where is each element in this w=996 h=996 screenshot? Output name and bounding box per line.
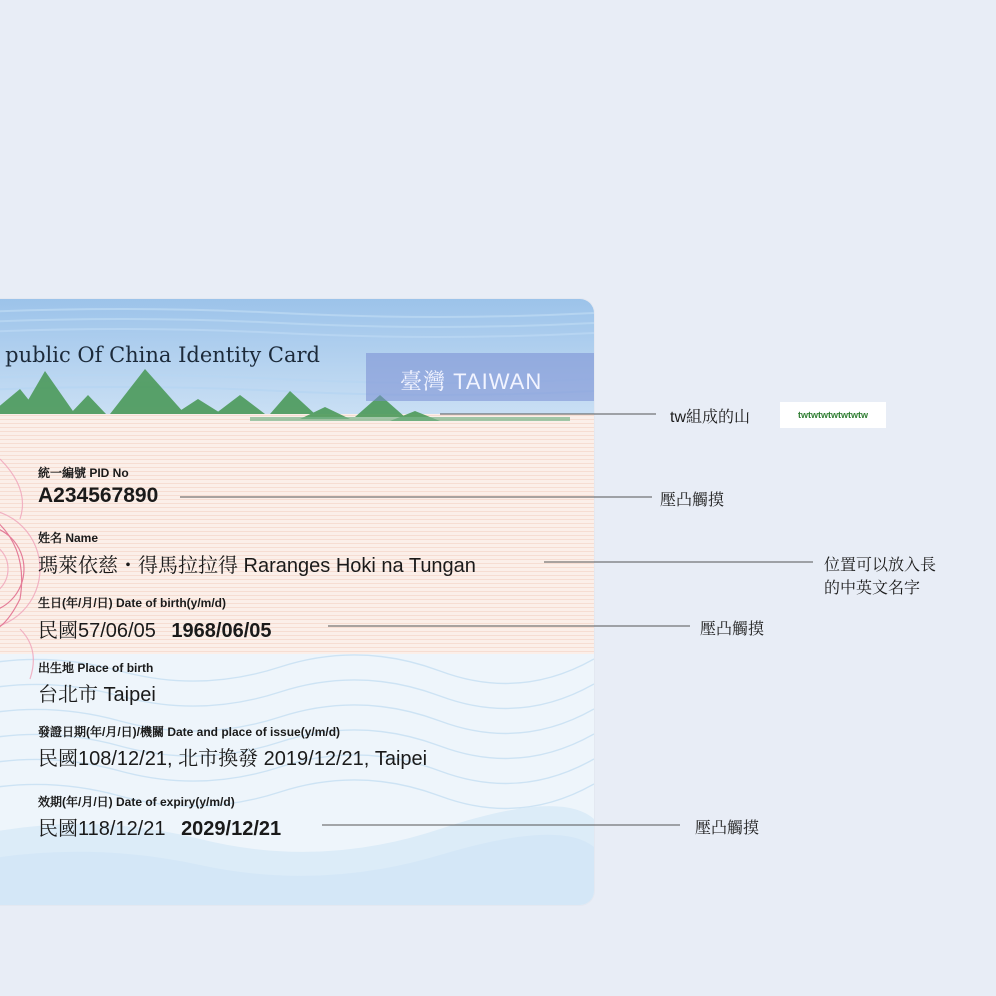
issue-value: 民國108/12/21, 北市換發 2019/12/21, Taipei [38, 748, 428, 770]
card-title: public Of China Identity Card [5, 343, 320, 367]
expiry-ad: 2029/12/21 [181, 818, 282, 840]
expiry-label: 效期(年/月/日) Date of expiry(y/m/d) [38, 795, 235, 809]
tw-sample-chip: twtwtwtwtwtwtw [780, 402, 886, 428]
name-value: 瑪萊依慈・得馬拉拉得 Raranges Hoki na Tungan [38, 555, 476, 577]
name-annotation-line2: 的中英文名字 [824, 580, 921, 597]
pid-label: 統一編號 PID No [38, 466, 129, 480]
mountain-annotation: tw組成的山 [670, 409, 751, 426]
birth-roc: 民國57/06/05 [38, 620, 156, 642]
name-annotation-line1: 位置可以放入長 [824, 557, 937, 574]
name-label: 姓名 Name [38, 531, 99, 545]
emboss-pid-annotation: 壓凸觸摸 [660, 492, 725, 509]
expiry-roc: 民國118/12/21 [38, 818, 166, 840]
place-value: 台北市 Taipei [38, 684, 156, 706]
emboss-birth-annotation: 壓凸觸摸 [700, 621, 765, 638]
pid-value: A234567890 [38, 484, 159, 507]
place-label: 出生地 Place of birth [38, 661, 154, 675]
taiwan-label: 臺灣 TAIWAN [400, 369, 543, 394]
birth-label: 生日(年/月/日) Date of birth(y/m/d) [38, 596, 226, 610]
birth-ad: 1968/06/05 [171, 620, 272, 642]
emboss-expiry-annotation: 壓凸觸摸 [695, 820, 760, 837]
issue-label: 發證日期(年/月/日)/機關 Date and place of issue(y/m/d) [38, 725, 341, 739]
